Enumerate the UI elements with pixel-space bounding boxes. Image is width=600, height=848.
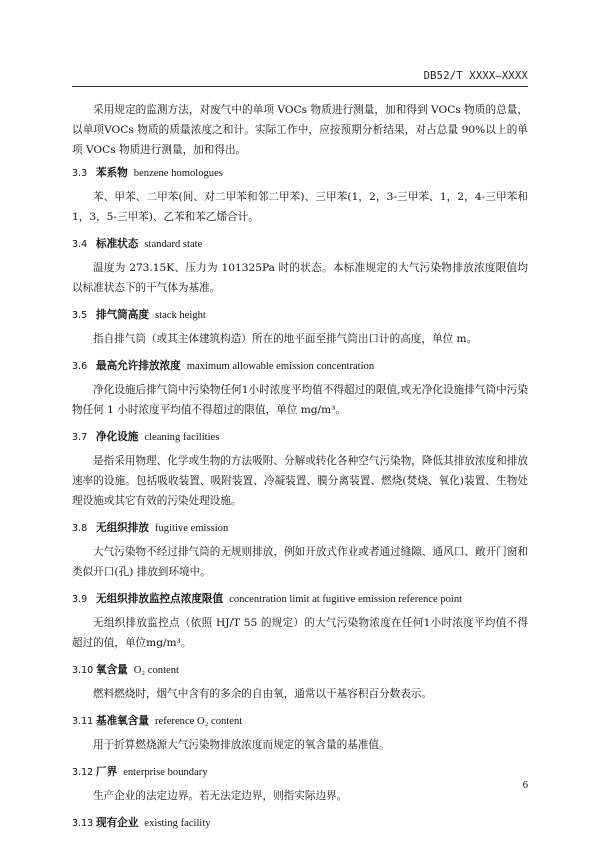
section-title-zh: 氧含量 <box>96 664 128 676</box>
section-text: 指自排气筒（或其主体建筑构造）所在的地平面至排气筒出口计的高度，单位 m。 <box>93 333 478 345</box>
section-heading <box>72 814 528 833</box>
section-text: 燃料燃烧时，烟气中含有的多余的自由氧，通常以干基容积百分数表示。 <box>93 688 432 700</box>
definition-section <box>72 763 528 806</box>
section-heading <box>72 712 528 731</box>
section-title-zh: 净化设施 <box>96 431 139 443</box>
definition-section <box>72 712 528 755</box>
section-text: 无组织排放监控点（依照 HJ/T 55 的规定）的大气污染物浓度在任何1小时浓度平均值不得超过的值，单位mg/m³。 <box>72 617 528 649</box>
definitions-list <box>72 164 528 833</box>
definition-section <box>72 306 528 349</box>
section-heading <box>72 519 528 538</box>
section-title-zh: 最高允许排放浓度 <box>96 360 181 372</box>
section-title-zh: 标准状态 <box>96 238 139 250</box>
section-number: 3.12 <box>72 767 94 778</box>
section-number: 3.5 <box>72 310 88 321</box>
section-title-zh: 现有企业 <box>96 817 139 829</box>
section-number: 3.8 <box>72 523 88 534</box>
section-heading <box>72 235 528 254</box>
definition-section <box>72 519 528 582</box>
section-title-en: fugitive emission <box>154 523 229 534</box>
section-number: 3.3 <box>72 168 88 179</box>
section-title-zh: 排气筒高度 <box>96 309 149 321</box>
section-title-en: existing facility <box>144 818 211 829</box>
definition-section <box>72 164 528 227</box>
section-number: 3.10 <box>72 665 94 676</box>
section-heading <box>72 306 528 325</box>
section-title-zh: 厂界 <box>96 766 118 778</box>
section-title-en: stack height <box>154 310 206 321</box>
section-title-en: reference O₂ content <box>154 716 243 727</box>
section-text: 生产企业的法定边界。若无法定边界，则指实际边界。 <box>93 790 348 802</box>
section-number: 3.9 <box>72 594 88 605</box>
definition-section <box>72 661 528 704</box>
section-text: 净化设施后排气筒中污染物任何1小时浓度平均值不得超过的限值,或无净化设施排气筒中污染物任何 1 小时浓度平均值不得超过的限值，单位 mg/m³。 <box>72 384 528 416</box>
intro-paragraph: 采用规定的监测方法，对废气中的单项 VOCs 物质进行测量，加和得到 VOCs 物质的总量，以单项VOCs 物质的质量浓度之和计。实际工作中，应按预期分析结果，对占总量 90%以上的单项 VOCs 物质进行测量，加和得出。 <box>72 104 528 156</box>
section-title-zh: 无组织排放监控点浓度限值 <box>96 593 224 605</box>
section-heading <box>72 164 528 183</box>
section-text: 苯、甲苯、二甲苯(间、对二甲苯和邻二甲苯)、三甲苯(1，2，3-三甲苯、1，2，4-三甲苯和1，3，5-三甲苯)、乙苯和苯乙烯合计。 <box>72 191 528 223</box>
section-title-en: standard state <box>144 239 203 250</box>
section-number: 3.13 <box>72 818 94 829</box>
section-title-en: cleaning facilities <box>144 432 220 443</box>
definition-section <box>72 235 528 298</box>
section-heading <box>72 428 528 447</box>
definition-section <box>72 590 528 653</box>
section-heading <box>72 357 528 376</box>
section-heading <box>72 661 528 680</box>
page-body <box>72 100 528 841</box>
section-number: 3.4 <box>72 239 88 250</box>
section-number: 3.7 <box>72 432 88 443</box>
section-title-en: benzene homologues <box>133 168 223 179</box>
section-title-en: enterprise boundary <box>123 767 208 778</box>
section-text: 用于折算燃烧源大气污染物排放浓度而规定的氧含量的基准值。 <box>93 739 390 751</box>
section-title-zh: 基准氧含量 <box>96 715 149 727</box>
header-doc-code: DB52/T XXXX—XXXX <box>423 70 528 82</box>
section-text: 温度为 273.15K、压力为 101325Pa 时的状态。本标准规定的大气污染物排放浓度限值均以标准状态下的干气体为基准。 <box>72 262 528 294</box>
section-title-zh: 苯系物 <box>96 167 128 179</box>
definition-section <box>72 428 528 511</box>
section-text: 大气污染物不经过排气筒的无规则排放，例如开放式作业或者通过缝隙、通风口、敞开门窗和类似开口(孔) 排放到环境中。 <box>72 546 528 578</box>
section-number: 3.6 <box>72 361 88 372</box>
section-heading <box>72 763 528 782</box>
page-number: 6 <box>522 780 528 791</box>
definition-section <box>72 357 528 420</box>
section-text: 是指采用物理、化学或生物的方法吸附、分解或转化各种空气污染物，降低其排放浓度和排放速率的设施。包括吸收装置、吸附装置、冷凝装置、膜分离装置、燃烧(焚烧、氧化)装置、生物处理设施或其它有效的污染处理设施。 <box>72 455 528 507</box>
header-rule <box>72 86 528 87</box>
definition-section <box>72 814 528 833</box>
section-title-zh: 无组织排放 <box>96 522 149 534</box>
section-title-en: maximum allowable emission concentration <box>186 361 375 372</box>
section-title-en: concentration limit at fugitive emission reference point <box>229 594 463 605</box>
section-heading <box>72 590 528 609</box>
section-number: 3.11 <box>72 716 94 727</box>
section-title-en: O₂ content <box>133 665 179 676</box>
